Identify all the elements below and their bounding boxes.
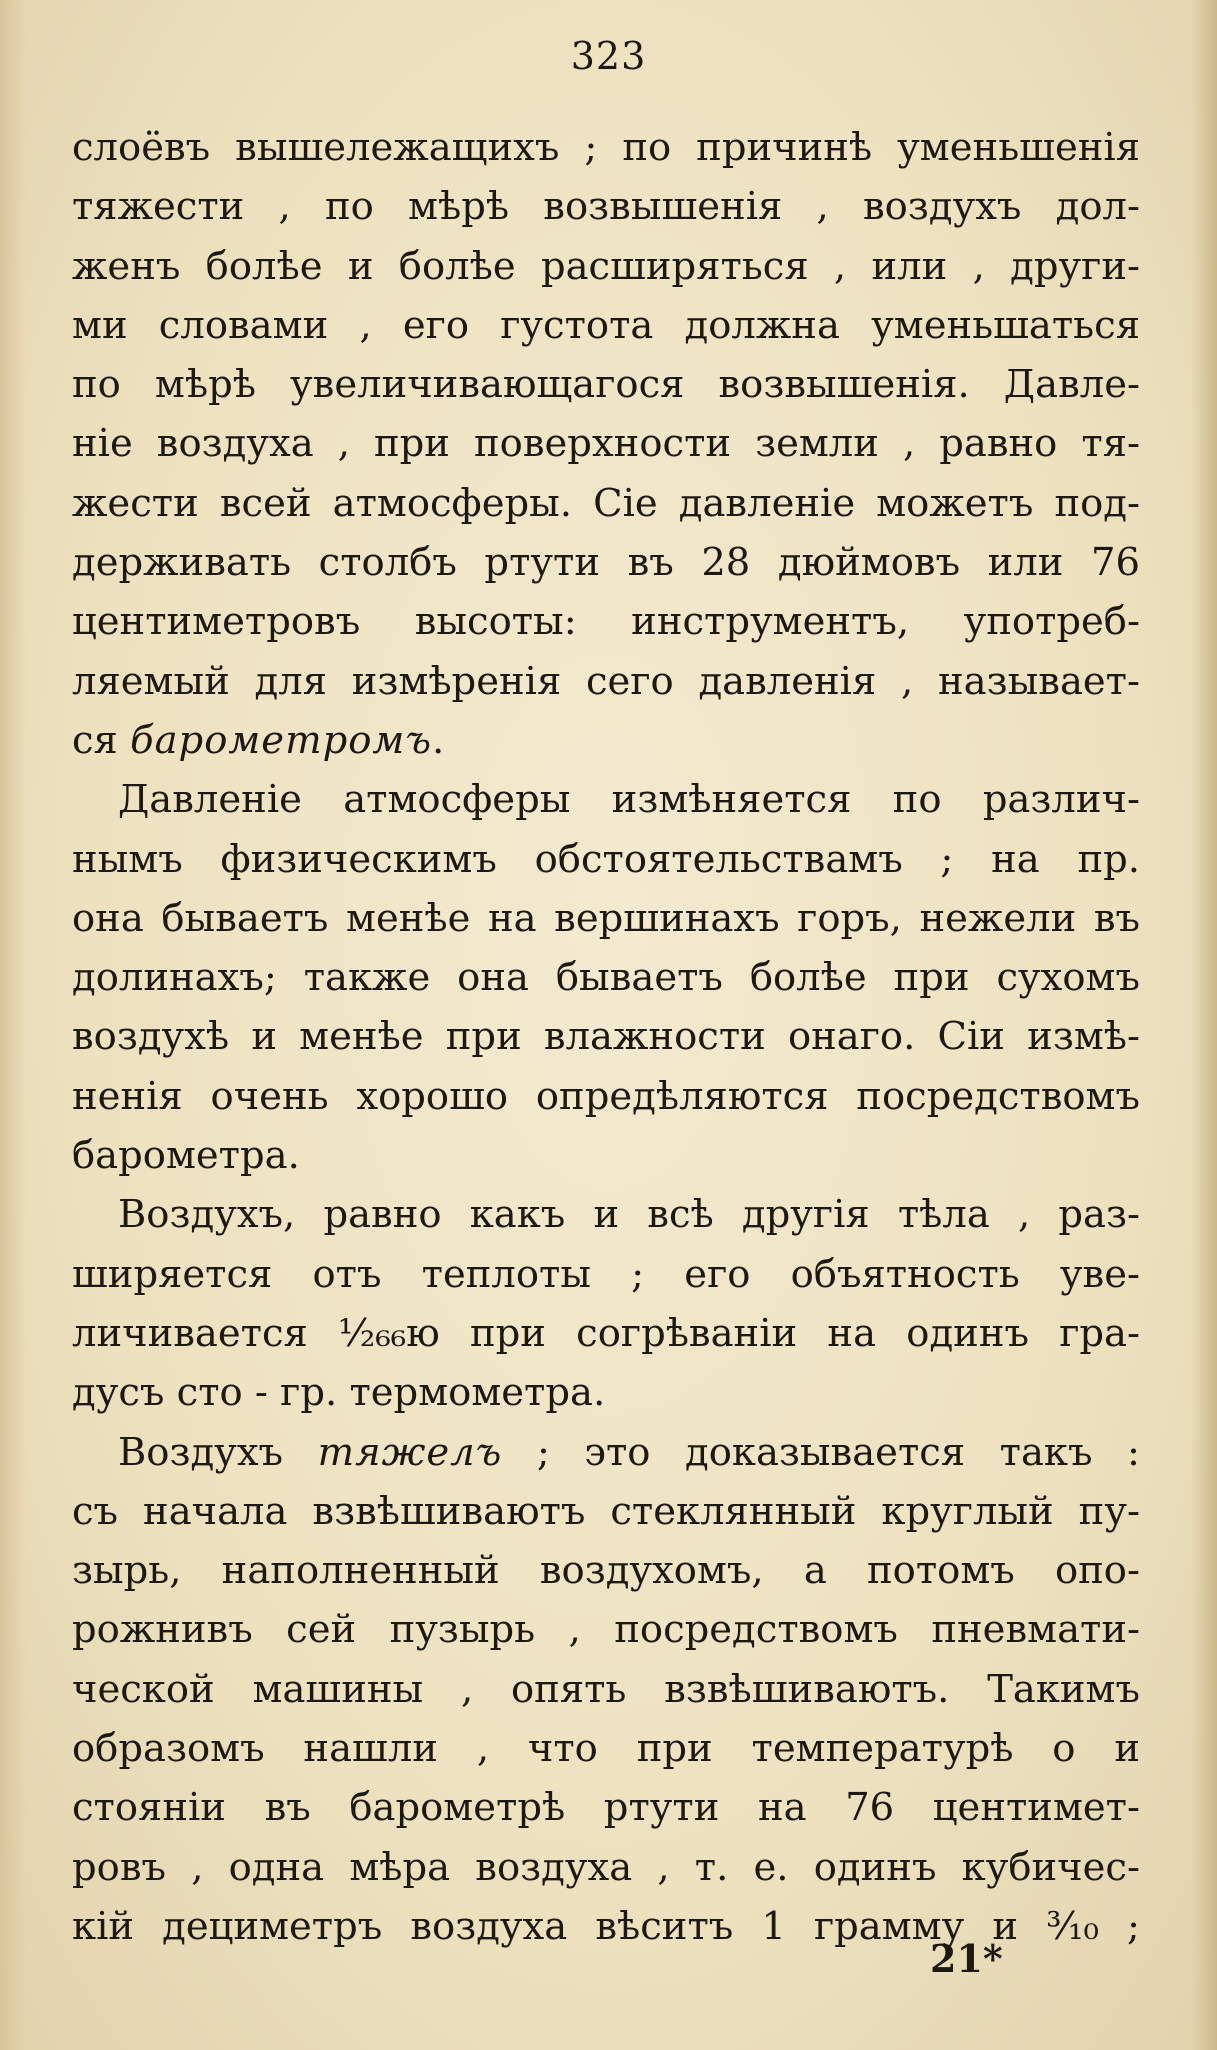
paragraph-4 bbox=[72, 1423, 1140, 1957]
paragraph-3 bbox=[72, 1185, 1140, 1422]
text-line: стояніи въ барометрѣ ртути на 76 центимет- bbox=[72, 1785, 1140, 1831]
text-fragment: Воздухъ bbox=[118, 1429, 318, 1475]
text-line-last bbox=[72, 711, 1140, 770]
text-line: тяжести , по мѣрѣ возвышенія , воздухъ дол- bbox=[72, 184, 1140, 230]
paragraph-1 bbox=[72, 118, 1140, 770]
text-line-last: дусъ сто - гр. термометра. bbox=[72, 1370, 606, 1416]
text-line: она бываетъ менѣе на вершинахъ горъ, нежели въ bbox=[72, 895, 1140, 941]
text-line: воздухѣ и менѣе при влажности онаго. Сіи измѣ- bbox=[72, 1014, 1140, 1060]
text-line: зырь, наполненный воздухомъ, а потомъ опо- bbox=[72, 1548, 1140, 1594]
text-line: кій дециметръ воздуха вѣситъ 1 грамму и ³⁄₁₀ ; bbox=[72, 1903, 1140, 1949]
text-fragment: ся bbox=[72, 717, 131, 763]
text-line: ненія очень хорошо опредѣляются посредствомъ bbox=[72, 1073, 1140, 1119]
page-number: 323 bbox=[570, 34, 647, 78]
emphasized-term: барометромъ bbox=[130, 717, 432, 763]
text-line: Воздухъ, равно какъ и всѣ другія тѣла , раз- bbox=[118, 1192, 1140, 1238]
text-line: съ начала взвѣшиваютъ стеклянный круглый пу- bbox=[72, 1488, 1140, 1534]
text-line: держивать столбъ ртути въ 28 дюймовъ или 76 bbox=[72, 540, 1140, 586]
text-line: образомъ нашли , что при температурѣ о и bbox=[72, 1726, 1140, 1772]
paragraph-2 bbox=[72, 770, 1140, 1185]
text-line: личивается ¹⁄₂₆₆ю при согрѣваніи на одинъ гра- bbox=[72, 1310, 1140, 1356]
text-line-last: барометра. bbox=[72, 1133, 300, 1179]
text-line: жести всей атмосферы. Сіе давленіе можетъ под- bbox=[72, 480, 1140, 526]
text-line-first bbox=[72, 1423, 1140, 1482]
text-line: ніе воздуха , при поверхности земли , равно тя- bbox=[72, 421, 1140, 467]
emphasized-term: тяжелъ bbox=[317, 1429, 503, 1475]
text-line: ческой машины , опять взвѣшиваютъ. Такимъ bbox=[72, 1666, 1140, 1712]
page-edge-shadow-left bbox=[0, 0, 26, 2050]
page-edge-shadow-right bbox=[1191, 0, 1217, 2050]
text-line: центиметровъ высоты: инструментъ, употреб- bbox=[72, 599, 1140, 645]
text-fragment: . bbox=[432, 717, 445, 763]
text-line: Давленіе атмосферы измѣняется по различ- bbox=[118, 777, 1140, 823]
text-fragment: ; это доказывается такъ : bbox=[502, 1429, 1140, 1475]
text-line: слоёвъ вышележащихъ ; по причинѣ уменьшенія bbox=[72, 125, 1140, 170]
text-line: ми словами , его густота должна уменьшаться bbox=[72, 302, 1140, 348]
text-line: женъ болѣе и болѣе расширяться , или , други- bbox=[72, 243, 1140, 289]
text-line: ширяется отъ теплоты ; его объятность уве- bbox=[72, 1251, 1140, 1297]
text-line: нымъ физическимъ обстоятельствамъ ; на пр. bbox=[72, 836, 1140, 882]
text-line: рожнивъ сей пузырь , посредствомъ пневмати- bbox=[72, 1607, 1140, 1653]
text-line: долинахъ; также она бываетъ болѣе при сухомъ bbox=[72, 955, 1140, 1001]
text-line: по мѣрѣ увеличивающагося возвышенія. Давле- bbox=[72, 362, 1140, 408]
signature-mark: 21* bbox=[930, 1936, 1003, 1981]
text-line: ровъ , одна мѣра воздуха , т. е. одинъ кубичес- bbox=[72, 1844, 1140, 1890]
body-text bbox=[72, 118, 1140, 1956]
text-line: ляемый для измѣренія сего давленія , называет- bbox=[72, 658, 1140, 704]
